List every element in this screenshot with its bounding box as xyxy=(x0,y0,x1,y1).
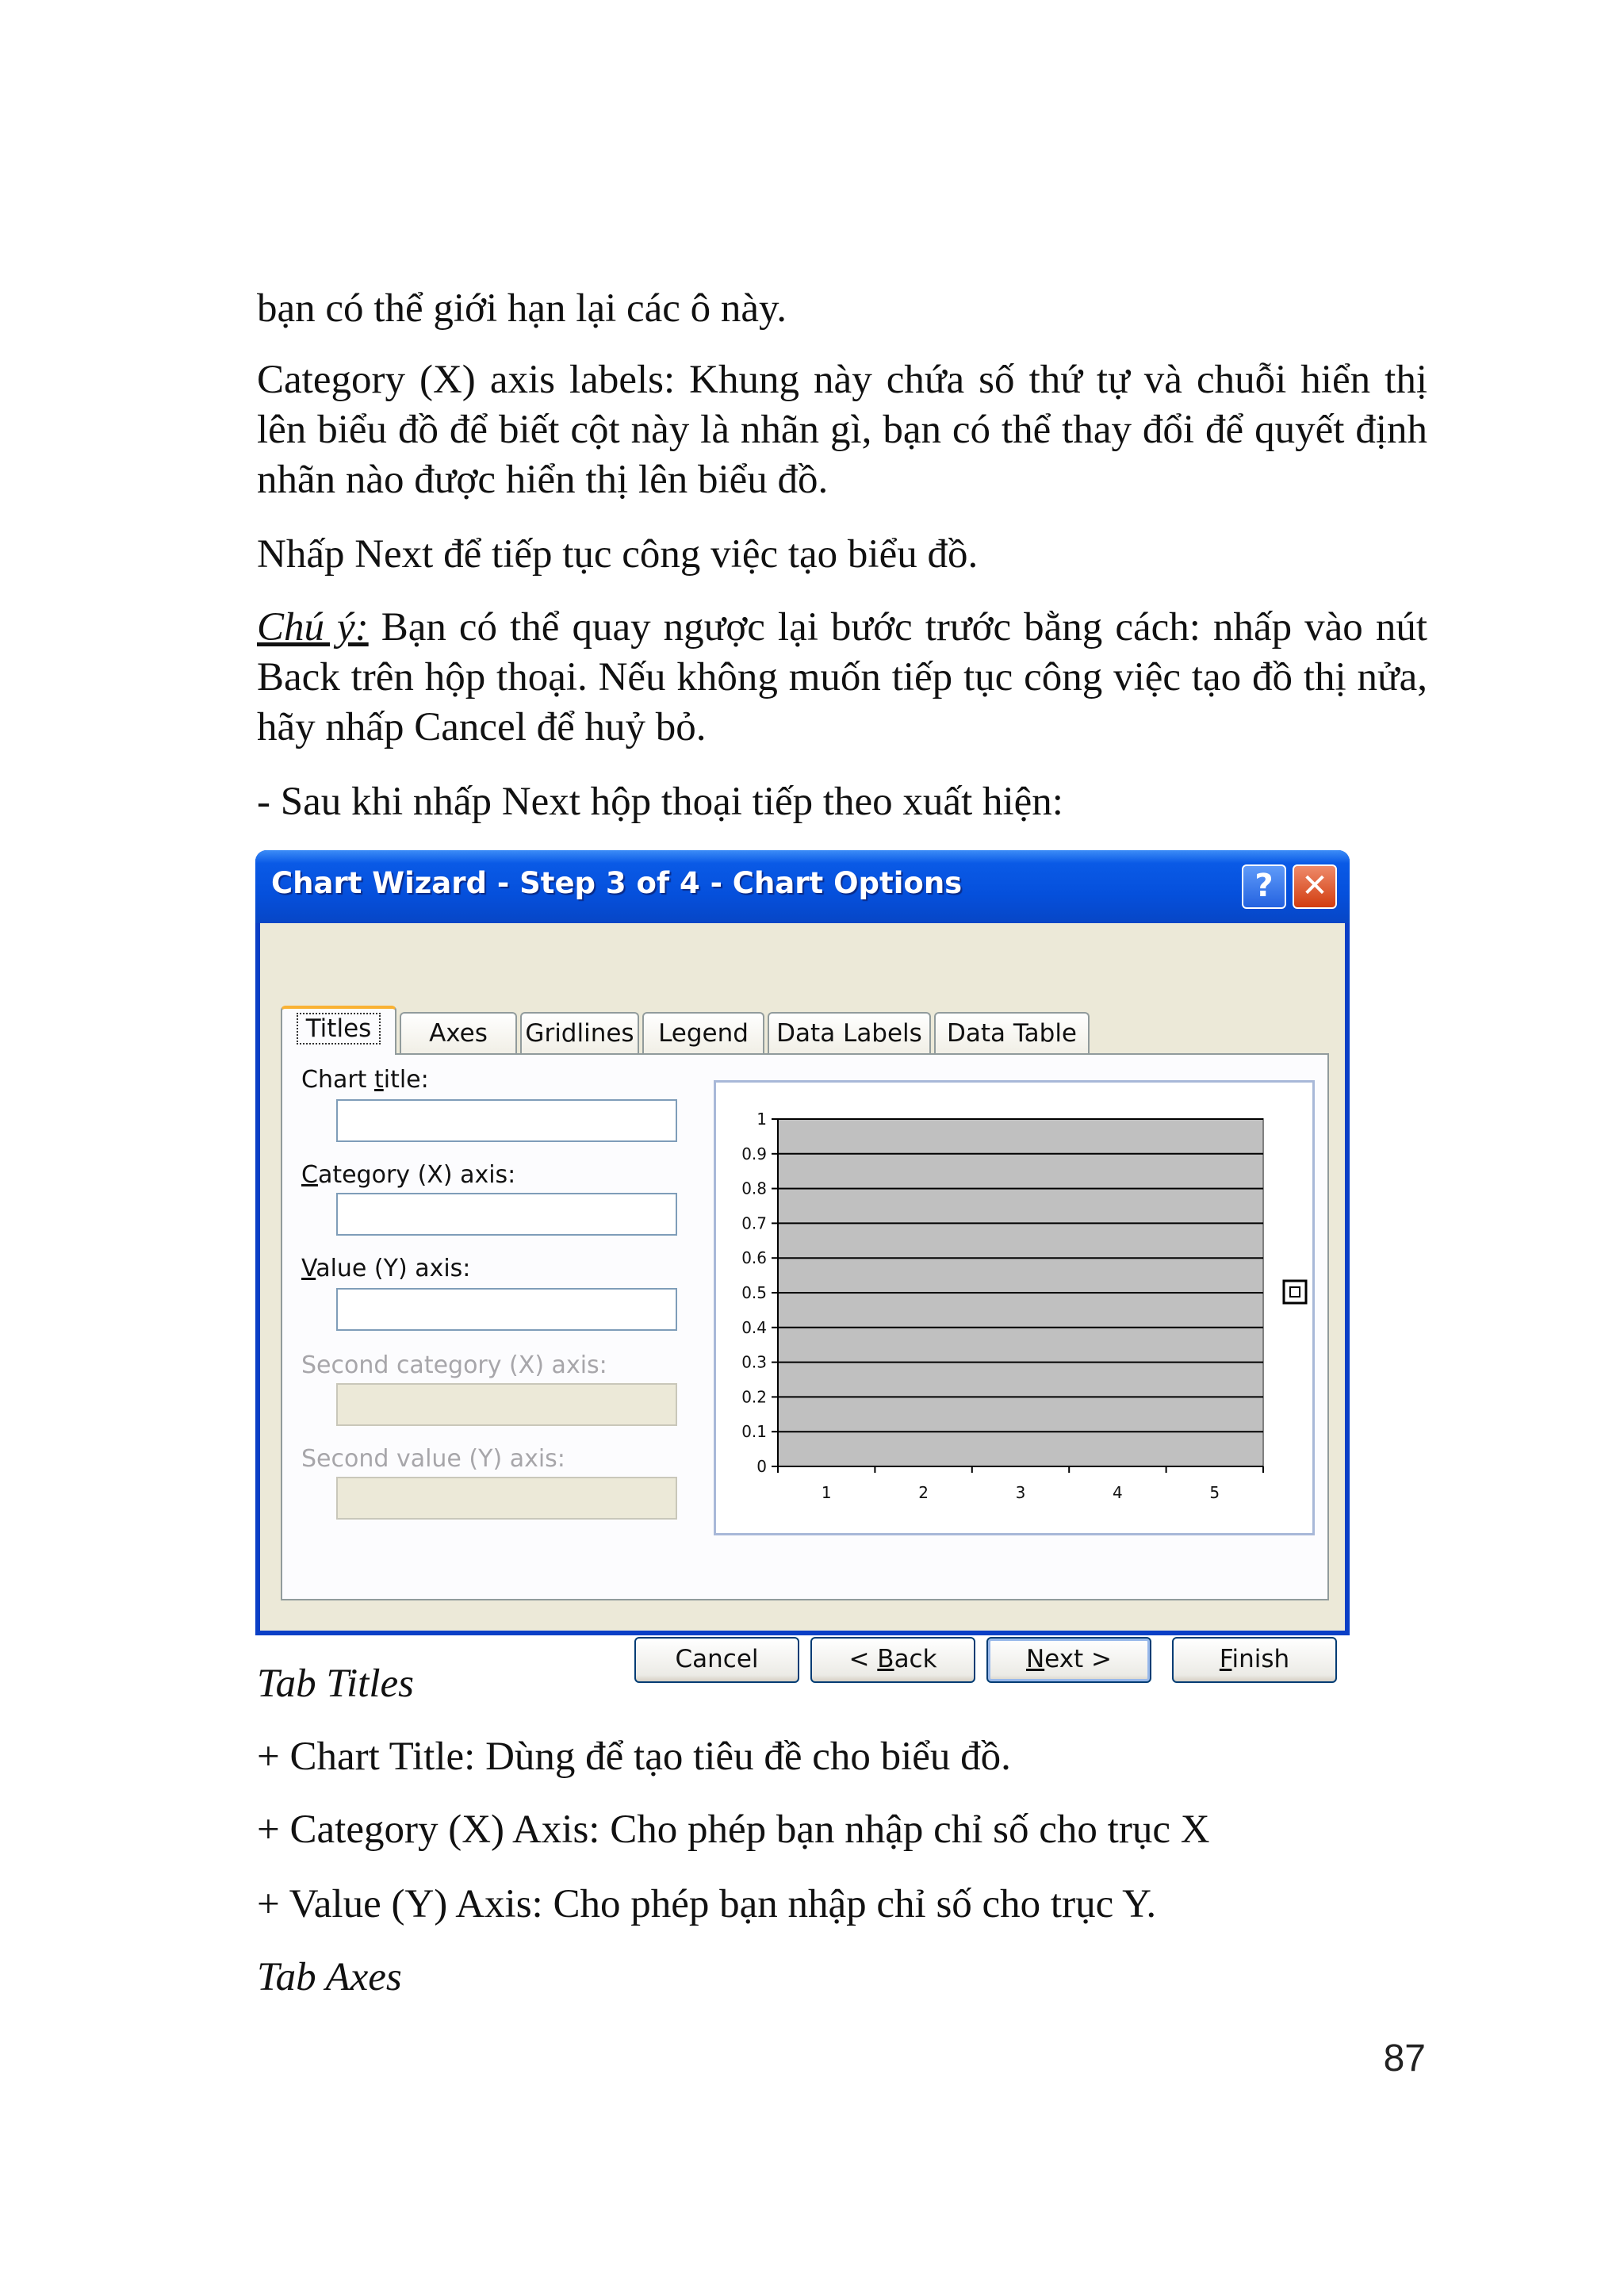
paragraph-intro-line: bạn có thể giới hạn lại các ô này. xyxy=(257,286,787,331)
y-tick-label: 0.8 xyxy=(741,1179,767,1198)
second-category-axis-label: Second category (X) axis: xyxy=(301,1351,607,1379)
chart-preview xyxy=(714,1080,1315,1535)
note-label: Chú ý: xyxy=(257,605,369,650)
x-tick-label: 1 xyxy=(821,1483,832,1502)
y-tick-label: 0.3 xyxy=(741,1352,767,1372)
category-axis-input[interactable] xyxy=(336,1193,677,1236)
chart-wizard-dialog xyxy=(255,850,1350,1673)
y-tick-label: 0.1 xyxy=(741,1422,767,1442)
dialog-titlebar xyxy=(255,850,1350,923)
y-tick-label: 0 xyxy=(756,1457,767,1476)
dialog-client-area xyxy=(260,923,1345,1673)
y-tick-label: 0.5 xyxy=(741,1283,767,1302)
second-category-axis-input xyxy=(336,1383,677,1426)
x-tick-label: 5 xyxy=(1209,1483,1220,1502)
bullet-chart-title: + Chart Title: Dùng để tạo tiêu đề cho biểu đồ. xyxy=(257,1734,1011,1779)
second-value-axis-label: Second value (Y) axis: xyxy=(301,1445,565,1473)
note-text: Bạn có thể quay ngược lại bước trước bằng cách: nhấp vào nút Back trên hộp thoại. Nếu không muốn tiếp tục công việc tạo đồ thị nửa, hãy nhấp Cancel để huỷ bỏ. xyxy=(257,605,1427,749)
page-number: 87 xyxy=(1383,2037,1426,2079)
value-axis-input[interactable] xyxy=(336,1288,677,1331)
x-tick-label: 2 xyxy=(918,1483,929,1502)
tab-gridlines[interactable]: Gridlines xyxy=(520,1012,639,1053)
cancel-button[interactable]: Cancel xyxy=(634,1637,799,1683)
tab-axes[interactable]: Axes xyxy=(400,1012,517,1053)
second-value-axis-input xyxy=(336,1477,677,1520)
help-icon[interactable]: ? xyxy=(1242,864,1286,909)
tab-titles[interactable] xyxy=(281,1006,396,1055)
next-button[interactable]: Next > xyxy=(986,1637,1151,1683)
tab-data-table[interactable]: Data Table xyxy=(934,1012,1090,1053)
y-tick-label: 0.2 xyxy=(741,1387,767,1407)
legend-key xyxy=(1290,1287,1300,1297)
titles-tab-panel xyxy=(281,1053,1329,1600)
y-tick-label: 0.9 xyxy=(741,1144,767,1163)
y-tick-label: 1 xyxy=(756,1110,767,1129)
tab-legend[interactable]: Legend xyxy=(642,1012,764,1053)
tab-data-labels[interactable]: Data Labels xyxy=(768,1012,931,1053)
paragraph-click-next: Nhấp Next để tiếp tục công việc tạo biểu đồ. xyxy=(257,532,979,577)
chart-title-label: Chart title: xyxy=(301,1066,429,1094)
chart-title-input[interactable] xyxy=(336,1099,677,1142)
bullet-value-axis: + Value (Y) Axis: Cho phép bạn nhập chỉ số cho trục Y. xyxy=(257,1882,1157,1926)
chart-preview-svg xyxy=(716,1083,1312,1533)
y-tick-label: 0.6 xyxy=(741,1248,767,1268)
finish-button[interactable]: Finish xyxy=(1172,1637,1337,1683)
caption-tab-titles: Tab Titles xyxy=(257,1662,414,1706)
x-tick-label: 3 xyxy=(1015,1483,1026,1502)
tab-titles-label: Titles xyxy=(297,1013,381,1045)
paragraph-next-dialog-intro: - Sau khi nhấp Next hộp thoại tiếp theo xuất hiện: xyxy=(257,780,1063,824)
bullet-category-axis: + Category (X) Axis: Cho phép bạn nhập chỉ số cho trục X xyxy=(257,1807,1210,1852)
value-axis-label: Value (Y) axis: xyxy=(301,1255,471,1282)
y-tick-label: 0.4 xyxy=(741,1317,767,1337)
dialog-title: Chart Wizard - Step 3 of 4 - Chart Options xyxy=(271,866,963,900)
category-axis-label: Category (X) axis: xyxy=(301,1161,516,1189)
close-icon[interactable]: ✕ xyxy=(1293,864,1337,909)
paragraph-category-axis-labels: Category (X) axis labels: Khung này chứa số thứ tự và chuỗi hiển thị lên biểu đồ để biết cột này là nhãn gì, bạn có thể thay đổi để quyết định nhãn nào được hiển thị lên biểu đồ. xyxy=(257,358,1427,502)
y-tick-label: 0.7 xyxy=(741,1213,767,1233)
paragraph-note xyxy=(257,603,1427,753)
back-button[interactable]: < Back xyxy=(810,1637,975,1683)
x-tick-label: 4 xyxy=(1113,1483,1123,1502)
caption-tab-axes: Tab Axes xyxy=(257,1955,402,1999)
